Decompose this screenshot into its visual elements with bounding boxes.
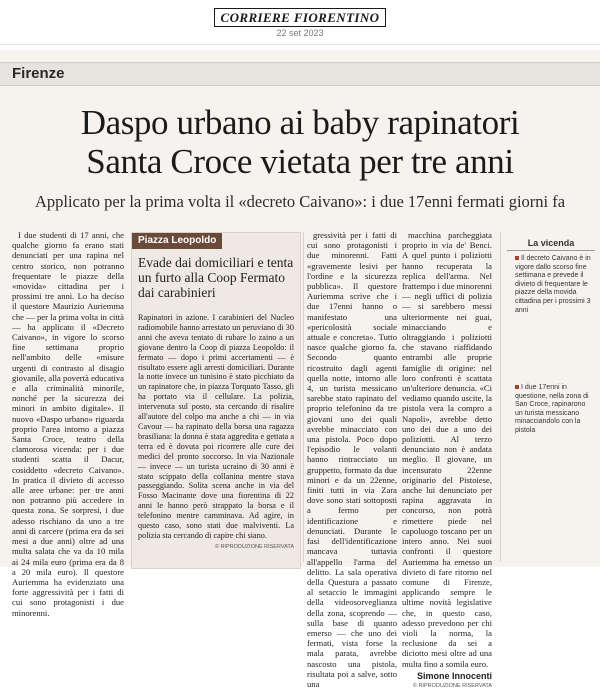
- article-column-3: [307, 230, 397, 689]
- headline-line-2: Santa Croce vietata per tre anni: [86, 142, 514, 181]
- vicenda-item: [515, 384, 591, 436]
- box-body: [138, 313, 294, 565]
- box-rights: © RIPRODUZIONE RISERVATA: [214, 543, 294, 550]
- box-tag: Piazza Leopoldo: [132, 233, 222, 249]
- column-divider-right: [500, 232, 501, 562]
- masthead: [0, 0, 600, 45]
- box-text: Rapinatori in azione. I carabinieri del Nucleo radiomobile hanno arrestato un peruviano di 30 anni che aveva tentato di rubare lo zaino a un giovane dentro la Coop di piazza Leopoldo: il fermato — dopo i primi accertamenti — è risultato essere agli arresti domiciliari. Durante la notte invece un tunisino è stato picchiato da un rapinatore che, in piazza Torquato Tasso, gli ha portato via il cellulare. La polizia, intervenuta sul posto, sta cercando di risalire all'autore del colpo ma anche a chi — in via Cavour — ha rapinato della borsa una ragazza brasiliana: la donna è stata aggredita e gettata a terra ed è dovuta poi ricorrere alle cure dei medici del pronto soccorso. In via Nazionale — invece — un turista ucraino di 30 anni è stato scippato della collanina mentre stava passeggiando. Solita scena anche in via del Fosso Macinante dove una fiorentina di 22 anni le hanno però strappato la borsa e il telefonino mentre camminava. Ad agire, in questo caso, sono stati due malviventi. La polizia sta cercando di capire chi siano.: [138, 313, 294, 540]
- article-text-4: macchina parcheggiata proprio in via de' Benci. A quel punto i poliziotti hanno recuperata la replica dell'arma. Nel frattempo i due minorenni — negli uffici di polizia — si sarebbero messi ulteriormente nei guai, minacciando e oltraggiando i poliziotti che stavano riaffidando entrambi alle proprie famiglie di origine: nel loro confronti è scattata un'ulteriore denuncia. «Ci vediamo quando uscite, la pistola vera la compro a Napoli», avrebbe detto uno dei due a uno dei poliziotti. Al terzo denunciato non è andata meglio. Il giovane, un incensurato 22enne originario del Pistoiese, anche lui denunciato per rapina aggravata in concorso, non potrà rimettere piede nel capoluogo toscano per un intero anno. Nei suoi confronti il questore Auriemma ha emesso un divieto di fare ritorno nel comune di Firenze, applicando sempre le ultime novità legislative che, in questo caso, adesso prevedono per chi violi la norma, la reclusione da sei a diciotto mesi oltre ad una multa fino a somila euro.: [402, 230, 492, 669]
- vicenda-item-text: I due 17enni in questione, nella zona di San Croce, rapinarono un turista messicano minacciandolo con la pistola: [515, 384, 589, 434]
- box-title: Evade dai domiciliari e tenta un furto alla Coop Fermato dai carabinieri: [138, 255, 294, 300]
- vicenda-item-text: Il decreto Caivano è in vigore dallo scorso fine settimana e prevede il divieto di frequentare le piazze della movida cittadina per i prossimi 3 anni: [515, 255, 591, 314]
- logo-text: CORRIERE FIORENTINO: [214, 8, 387, 27]
- author-name: Simone Innocenti: [416, 670, 492, 681]
- vicenda-title: La vicenda: [507, 238, 595, 251]
- bullet-icon: [515, 385, 519, 389]
- article-text-1: I due studenti di 17 anni, che qualche giorno fa erano stati denunciati per una rapina nel centro storico, non potranno frequentare le piazze della «movida» cittadina per i prossimi tre anni. Lo ha deciso il questore Maurizio Auriemma che — per la prima volta in città — ha applicato il «Decreto Caivano», in vigore lo scorso fine settimana proprio nell'ambito delle «misure urgenti di contrasto al disagio giovanile, alla povertà educativa e alla criminalità minorile, nonché per la sicurezza dei minori in ambito digitale». Il nuovo «Daspo urbano» riguarda proprio l'area intorno a piazza Santa Croce, teatro della clamorosa vicenda: per i due studenti scatta il Dacur, cosiddetto «decreto Caivano». In pratica il divieto di accesso alle aree urbane: per tre anni non potranno più accedere in questa zona. Se sorpresi, i due adesso rischiano da uno a tre anni di carcere (prima era da sei mesi a due anni) oltre ad una multa salata che va da 10 mila ai 24 mila euro (prima era da 8 a 20 mila euro). Il questore Auriemma ha evidenziato una forte aggressività per i fatti di cui sono protagonisti i due minorenni.: [12, 230, 124, 618]
- subheadline: Applicato per la prima volta il «decreto Caivano»: i due 17enni fermati giorni fa: [34, 192, 566, 211]
- bullet-icon: [515, 256, 519, 260]
- article-column-4: [402, 230, 492, 689]
- newspaper-logo: [0, 8, 600, 27]
- section-bar: [0, 62, 600, 86]
- section-label: Firenze: [12, 65, 65, 82]
- author-rights: © RIPRODUZIONE RISERVATA: [412, 682, 492, 689]
- issue-date: 22 set 2023: [276, 28, 324, 38]
- column-divider: [303, 232, 304, 562]
- vicenda-box: [507, 238, 595, 251]
- headline-line-1: Daspo urbano ai baby rapinatori: [80, 103, 520, 142]
- vicenda-item: [515, 255, 591, 315]
- article-column-1: [12, 230, 124, 618]
- article-text-3: gressività per i fatti di cui sono protagonisti i due minorenni. Fatti «gravemente lesivi per l'ordine e la sicurezza pubblica». Il questore Auriemma scrive che i due 17enni hanno o manifestato una «pericolosità sociale attuale e concreta». Tutto nasce qualche giorno fa. Secondo quanto ricostruito dagli agenti quella notte, intorno alle 4, un turista messicano sarebbe stato rapinato del proprio telefonino da tre giovani uno dei quali avrebbe minacciato con una pistola. Poco dopo l'episodio le volanti hanno rintracciato un gruppetto, formato da due minori e da un 22enne, finiti tutti in via Zara dove sono stati sottoposti a fermo per identificazione e denunciati. Durante le fasi dell'identificazione mancava tuttavia all'appello l'arma del delitto. La sala operativa della Questura a passato al setaccio le immagini della videosorveglianza della zona, scoprendo — sulla base di quanto emerso — che uno dei fermati, vista forse la mala parata, avrebbe nascosto una pistola, risultata poi a salve, sotto una: [307, 230, 397, 689]
- sidebar-box: [131, 232, 301, 569]
